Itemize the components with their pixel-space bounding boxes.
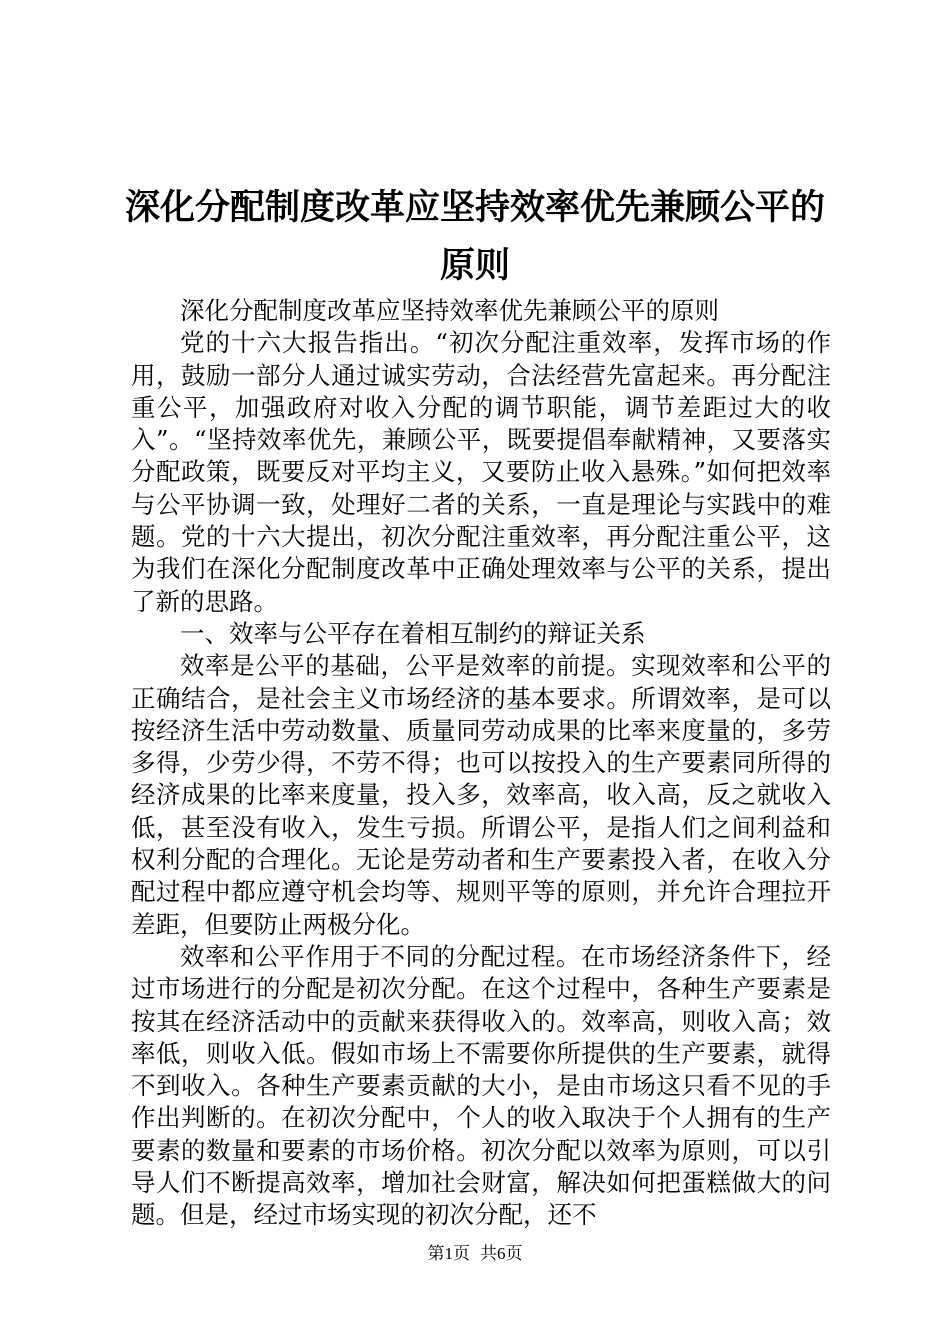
body-paragraph: 党的十六大报告指出。“初次分配注重效率，发挥市场的作用，鼓励一部分人通过诚实劳动，合法经营先富起来。再分配注重公平，加强政府对收入分配的调节职能，调节差距过大的收入”。“坚持效率优先，兼顾公平，既要提倡奉献精神，又要落实分配政策，既要反对平均主义，又要防止收入悬殊。”如何把效率与公平协调一致，处理好二者的关系，一直是理论与实践中的难题。党的十六大提出，初次分配注重效率，再分配注重公平，这为我们在深化分配制度改革中正确处理效率与公平的关系，提出了新的思路。 [131,328,831,616]
document-title-line-2: 原则 [439,245,510,286]
body-subtitle-paragraph: 深化分配制度改革应坚持效率优先兼顾公平的原则 [180,296,719,325]
section-heading: 一、效率与公平存在着相互制约的辩证关系 [180,618,646,648]
body-paragraph: 效率是公平的基础，公平是效率的前提。实现效率和公平的正确结合，是社会主义市场经济的基本要求。所谓效率，是可以按经济生活中劳动数量、质量同劳动成果的比率来度量的，多劳多得，少劳少得，不劳不得；也可以按投入的生产要素同所得的经济成果的比率来度量，投入多，效率高，收入高，反之就收入低，甚至没有收入，发生亏损。所谓公平，是指人们之间利益和权利分配的合理化。无论是劳动者和生产要素投入者，在收入分配过程中都应遵守机会均等、规则平等的原则，并允许合理拉开差距，但要防止两极分化。 [131,651,831,939]
body-paragraph: 效率和公平作用于不同的分配过程。在市场经济条件下，经过市场进行的分配是初次分配。在这个过程中，各种生产要素是按其在经济活动中的贡献来获得收入的。效率高，则收入高；效率低，则收入低。假如市场上不需要你所提供的生产要素，就得不到收入。各种生产要素贡献的大小，是由市场这只看不见的手作出判断的。在初次分配中，个人的收入取决于个人拥有的生产要素的数量和要素的市场价格。初次分配以效率为原则，可以引导人们不断提高效率，增加社会财富，解决如何把蛋糕做大的问题。但是，经过市场实现的初次分配，还不 [131,941,831,1230]
document-title-line-1: 深化分配制度改革应坚持效率优先兼顾公平的 [124,187,825,228]
page-total: 共6页 [480,1244,523,1263]
document-body [131,295,831,1232]
page-number: 第1页 [427,1244,470,1263]
page-footer [0,1243,950,1265]
